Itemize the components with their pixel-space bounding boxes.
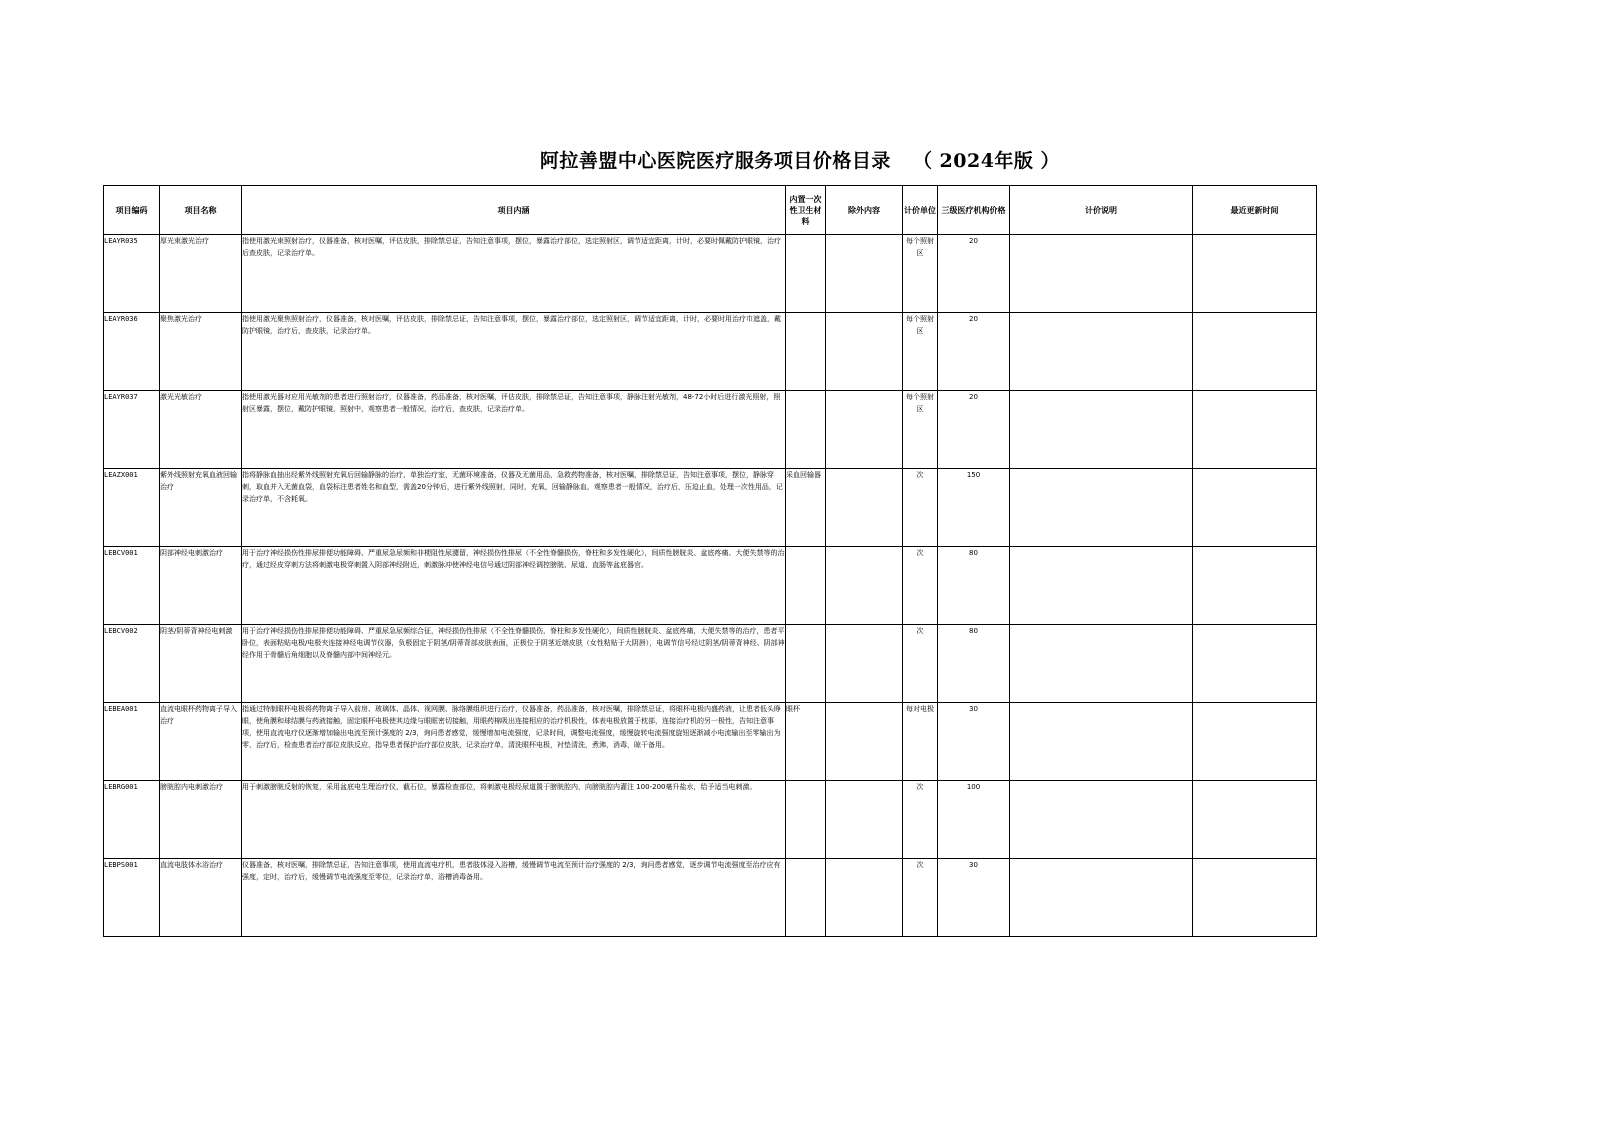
cell-code: LEAYR036 [104, 313, 160, 391]
cell-note [1010, 547, 1193, 625]
table-row [104, 391, 1317, 469]
cell-content: 指使用激光器对应用光敏剂的患者进行照射治疗，仪器准备，药品准备，核对医嘱，评估皮肤，排除禁忌证，告知注意事项，静脉注射光敏剂，48-72小时后进行激光照射，照射区暴露，摆位，戴防护眼镜，照射中，观察患者一般情况，治疗后，查皮肤，记录治疗单。 [242, 391, 786, 469]
cell-material [786, 859, 826, 937]
table-body [104, 235, 1317, 937]
cell-updated [1193, 469, 1317, 547]
cell-updated [1193, 703, 1317, 781]
cell-price: 100 [938, 781, 1010, 859]
cell-unit: 每对电极 [903, 703, 938, 781]
cell-name: 激光光敏治疗 [160, 391, 242, 469]
cell-exclusions [826, 625, 903, 703]
cell-price: 80 [938, 625, 1010, 703]
header-name: 项目名称 [160, 186, 242, 235]
cell-note [1010, 391, 1193, 469]
cell-exclusions [826, 547, 903, 625]
table-row [104, 313, 1317, 391]
price-table [103, 185, 1317, 937]
cell-material [786, 313, 826, 391]
table-row [104, 235, 1317, 313]
cell-note [1010, 781, 1193, 859]
header-row [104, 186, 1317, 235]
cell-content: 用于刺激膀胱反射的恢复，采用盆底电生理治疗仪，截石位，暴露检查部位，将刺激电极经尿道置于膀胱腔内，向膀胱腔内灌注 100-200毫升盐水，给予适当电刺激。 [242, 781, 786, 859]
cell-name: 厚光束激光治疗 [160, 235, 242, 313]
cell-updated [1193, 781, 1317, 859]
cell-code: LEAZX001 [104, 469, 160, 547]
cell-code: LEAYR035 [104, 235, 160, 313]
table-row [104, 625, 1317, 703]
document-title [0, 146, 1600, 173]
cell-unit: 次 [903, 859, 938, 937]
cell-content: 仪器准备，核对医嘱，排除禁忌证，告知注意事项，使用直流电疗机，患者肢体浸入浴槽，缓慢调节电流至预计治疗强度的 2/3，询问患者感觉，逐步调节电流强度至治疗应有强度，定时，治疗后，缓慢调节电流强度至零位，记录治疗单，浴槽消毒备用。 [242, 859, 786, 937]
cell-note [1010, 625, 1193, 703]
header-updated: 最近更新时间 [1193, 186, 1317, 235]
cell-price: 80 [938, 547, 1010, 625]
cell-updated [1193, 313, 1317, 391]
table-header [104, 186, 1317, 235]
cell-code: LEBCV002 [104, 625, 160, 703]
cell-price: 20 [938, 235, 1010, 313]
cell-name: 紫外线照射充氧血液回输治疗 [160, 469, 242, 547]
header-code: 项目编码 [104, 186, 160, 235]
cell-content: 指使用激光束照射治疗，仪器准备，核对医嘱，评估皮肤，排除禁忌证，告知注意事项，摆位，暴露治疗部位，选定照射区，调节适宜距离，计时，必要时佩戴防护眼镜，治疗后查皮肤，记录治疗单。 [242, 235, 786, 313]
cell-updated [1193, 547, 1317, 625]
cell-material [786, 235, 826, 313]
cell-name: 阴部神经电刺激治疗 [160, 547, 242, 625]
cell-content: 用于治疗神经损伤性排尿排便功能障碍、严重尿急尿频综合征，神经损伤性排尿（不全性脊髓损伤，脊柱和多发性硬化），间质性膀胱炎、盆底疼痛，大便失禁等的治疗，患者平卧位，表面粘贴电极/电极夹连接神经电调节仪器，负极固定于阴茎/阴蒂背部皮肤表面，正极位于阴茎近端皮肤（女性粘贴于大阴唇），电调节信号经过阴茎/阴蒂背神经、阴部神经作用于骨髓后角细胞以及脊髓内部中间神经元。 [242, 625, 786, 703]
table-row [104, 469, 1317, 547]
header-exclusions: 除外内容 [826, 186, 903, 235]
cell-material [786, 625, 826, 703]
header-note: 计价说明 [1010, 186, 1193, 235]
cell-note [1010, 859, 1193, 937]
cell-code: LEBCV001 [104, 547, 160, 625]
cell-note [1010, 703, 1193, 781]
cell-material [786, 781, 826, 859]
cell-content: 指通过特制眼杯电极将药物离子导入前房、玻璃体、晶体、视网膜、脉络膜组织进行治疗，仪器准备，药品准备，核对医嘱，排除禁忌证，将眼杯电极内盛药液，让患者低头睁眼，使角膜和球结膜与药液接触，固定眼杯电极使其边缘与眼眶密切接触，用眼药棉吸出连接相应的治疗机极性，体表电极放置于枕部，连接治疗机的另一极性，告知注意事项，使用直流电疗仪逐渐增加输出电流至预计强度的 2/3，询问患者感觉，缓慢增加电流强度，记录时间，调整电流强度，缓慢旋转电流强度旋钮逐渐减小电流输出至零输出为零，治疗后，检查患者治疗部位皮肤反应，指导患者保护治疗部位皮肤，记录治疗单，清洗眼杯电极，衬垫清洗，煮沸，消毒，晾干备用。 [242, 703, 786, 781]
cell-exclusions [826, 781, 903, 859]
cell-content: 用于治疗神经损伤性排尿排便功能障碍、严重尿急尿频和非梗阻性尿潴留，神经损伤性排尿（不全性脊髓损伤，脊柱和多发性硬化），间质性膀胱炎、盆底疼痛、大便失禁等的治疗，通过经皮穿刺方法将刺激电极穿刺置入阴部神经附近，刺激脉冲使神经电信号通过阴部神经调控膀胱、尿道、直肠等盆底器官。 [242, 547, 786, 625]
cell-unit: 次 [903, 781, 938, 859]
cell-material: 采血回输器 [786, 469, 826, 547]
cell-exclusions [826, 391, 903, 469]
cell-material [786, 547, 826, 625]
title-text: 阿拉善盟中心医院医疗服务项目价格目录 [539, 150, 891, 172]
cell-name: 聚焦激光治疗 [160, 313, 242, 391]
cell-unit: 次 [903, 547, 938, 625]
cell-price: 20 [938, 391, 1010, 469]
cell-content: 指使用激光聚焦照射治疗，仪器准备，核对医嘱，评估皮肤，排除禁忌证，告知注意事项，摆位，暴露治疗部位，选定照射区，调节适宜距离，计时，必要时用治疗巾遮盖，戴防护眼镜，治疗后，查皮肤，记录治疗单。 [242, 313, 786, 391]
cell-exclusions [826, 469, 903, 547]
cell-code: LEBPS001 [104, 859, 160, 937]
cell-unit: 每个照射区 [903, 391, 938, 469]
cell-code: LEBEA001 [104, 703, 160, 781]
cell-name: 阴茎/阴蒂背神经电刺激 [160, 625, 242, 703]
cell-content: 指将静脉血抽出经紫外线照射充氧后回输静脉的治疗，单独治疗室，无菌环境准备，仪器及无菌用品，急救药物准备，核对医嘱，排除禁忌证，告知注意事项，摆位，静脉穿刺，取血并入无菌血袋，血袋标注患者姓名和血型，需盖20分钟后，进行紫外线照射，同时，充氧，回输静脉血，观察患者一般情况，治疗后，压迫止血，处理一次性用品，记录治疗单，不含耗氧。 [242, 469, 786, 547]
cell-price: 30 [938, 859, 1010, 937]
cell-note [1010, 313, 1193, 391]
cell-price: 20 [938, 313, 1010, 391]
cell-updated [1193, 625, 1317, 703]
cell-name: 膀胱腔内电刺激治疗 [160, 781, 242, 859]
cell-material: 眼杯 [786, 703, 826, 781]
cell-code: LEBRG001 [104, 781, 160, 859]
cell-updated [1193, 391, 1317, 469]
cell-unit: 次 [903, 625, 938, 703]
cell-price: 150 [938, 469, 1010, 547]
cell-unit: 每个照射区 [903, 313, 938, 391]
title-year: （ 2024年版 ） [912, 150, 1061, 172]
cell-note [1010, 235, 1193, 313]
header-unit: 计价单位 [903, 186, 938, 235]
cell-code: LEAYR037 [104, 391, 160, 469]
cell-note [1010, 469, 1193, 547]
cell-material [786, 391, 826, 469]
header-content: 项目内涵 [242, 186, 786, 235]
cell-updated [1193, 235, 1317, 313]
cell-exclusions [826, 859, 903, 937]
table-row [104, 703, 1317, 781]
cell-name: 直流电眼杯药物离子导入治疗 [160, 703, 242, 781]
cell-price: 30 [938, 703, 1010, 781]
cell-unit: 次 [903, 469, 938, 547]
cell-exclusions [826, 313, 903, 391]
cell-name: 直流电肢体水浴治疗 [160, 859, 242, 937]
cell-unit: 每个照射区 [903, 235, 938, 313]
table-row [104, 781, 1317, 859]
table-row [104, 547, 1317, 625]
table-row [104, 859, 1317, 937]
cell-updated [1193, 859, 1317, 937]
header-material: 内置一次性卫生材料 [786, 186, 826, 235]
cell-exclusions [826, 703, 903, 781]
header-price: 三级医疗机构价格 [938, 186, 1010, 235]
cell-exclusions [826, 235, 903, 313]
